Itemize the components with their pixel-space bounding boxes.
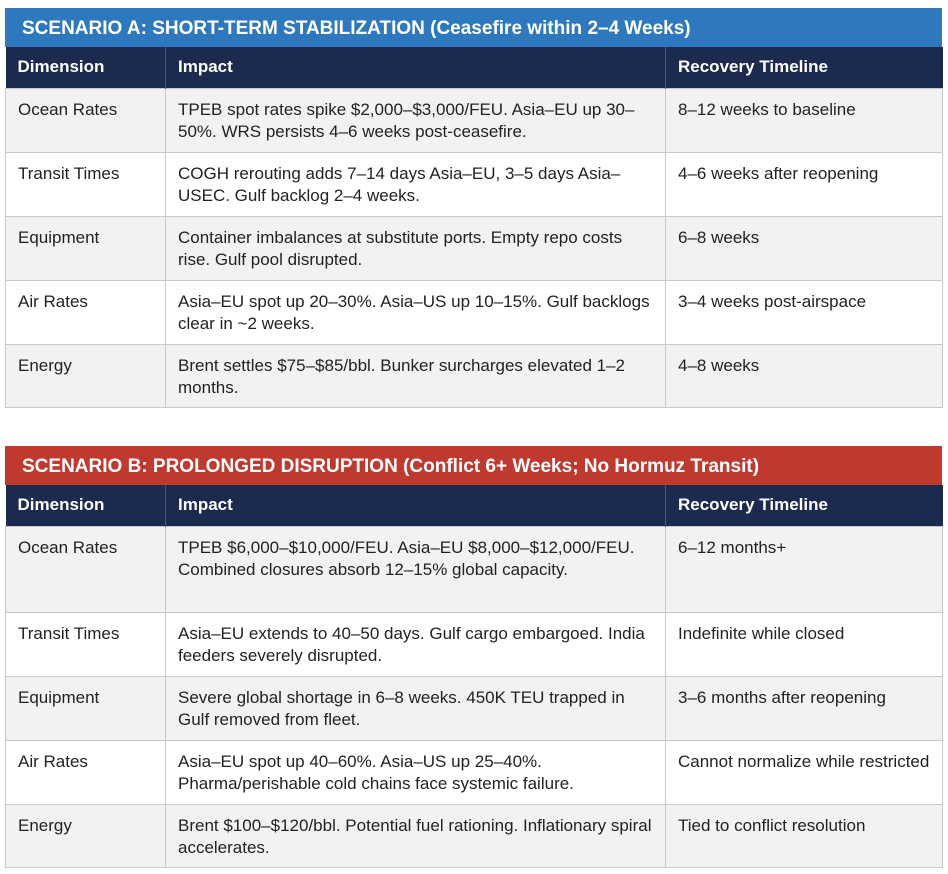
recovery-cell: 8–12 weeks to baseline (666, 88, 943, 152)
dimension-cell: Ocean Rates (6, 88, 166, 152)
table-header-row (6, 485, 943, 526)
table-row (6, 152, 943, 216)
table-row (6, 676, 943, 740)
dimension-cell: Energy (6, 344, 166, 407)
scenario-a-section (5, 8, 942, 408)
column-header-dimension: Dimension (6, 485, 166, 526)
recovery-cell: 4–6 weeks after reopening (666, 152, 943, 216)
recovery-cell: 4–8 weeks (666, 344, 943, 407)
recovery-cell: 6–8 weeks (666, 216, 943, 280)
impact-cell: TPEB spot rates spike $2,000–$3,000/FEU. Asia–EU up 30–50%. WRS persists 4–6 weeks post-ceasefire. (166, 88, 666, 152)
dimension-cell: Transit Times (6, 612, 166, 676)
table-row (6, 612, 943, 676)
impact-cell: COGH rerouting adds 7–14 days Asia–EU, 3–5 days Asia–USEC. Gulf backlog 2–4 weeks. (166, 152, 666, 216)
table-row (6, 740, 943, 804)
recovery-cell: 3–4 weeks post-airspace (666, 280, 943, 344)
table-row (6, 804, 943, 867)
dimension-cell: Energy (6, 804, 166, 867)
impact-cell: Brent settles $75–$85/bbl. Bunker surcharges elevated 1–2 months. (166, 344, 666, 407)
impact-cell: Container imbalances at substitute ports. Empty repo costs rise. Gulf pool disrupted. (166, 216, 666, 280)
impact-cell: TPEB $6,000–$10,000/FEU. Asia–EU $8,000–$12,000/FEU. Combined closures absorb 12–15% global capacity. (166, 526, 666, 612)
impact-cell: Asia–EU extends to 40–50 days. Gulf cargo embargoed. India feeders severely disrupted. (166, 612, 666, 676)
recovery-cell: Cannot normalize while restricted (666, 740, 943, 804)
table-row (6, 88, 943, 152)
dimension-cell: Equipment (6, 676, 166, 740)
dimension-cell: Air Rates (6, 740, 166, 804)
table-row (6, 280, 943, 344)
column-header-recovery: Recovery Timeline (666, 47, 943, 88)
impact-cell: Asia–EU spot up 40–60%. Asia–US up 25–40%. Pharma/perishable cold chains face systemic failure. (166, 740, 666, 804)
dimension-cell: Transit Times (6, 152, 166, 216)
impact-cell: Brent $100–$120/bbl. Potential fuel rationing. Inflationary spiral accelerates. (166, 804, 666, 867)
column-header-dimension: Dimension (6, 47, 166, 88)
dimension-cell: Air Rates (6, 280, 166, 344)
scenario-b-table (5, 485, 943, 868)
scenario-a-table (5, 47, 943, 408)
dimension-cell: Ocean Rates (6, 526, 166, 612)
recovery-cell: Tied to conflict resolution (666, 804, 943, 867)
table-header-row (6, 47, 943, 88)
column-header-impact: Impact (166, 47, 666, 88)
table-row (6, 344, 943, 407)
scenario-a-title: SCENARIO A: SHORT-TERM STABILIZATION (Ceasefire within 2–4 Weeks) (5, 8, 942, 47)
scenario-b-title: SCENARIO B: PROLONGED DISRUPTION (Conflict 6+ Weeks; No Hormuz Transit) (5, 446, 942, 485)
impact-cell: Severe global shortage in 6–8 weeks. 450K TEU trapped in Gulf removed from fleet. (166, 676, 666, 740)
dimension-cell: Equipment (6, 216, 166, 280)
recovery-cell: 6–12 months+ (666, 526, 943, 612)
recovery-cell: Indefinite while closed (666, 612, 943, 676)
column-header-impact: Impact (166, 485, 666, 526)
table-row (6, 526, 943, 612)
impact-cell: Asia–EU spot up 20–30%. Asia–US up 10–15%. Gulf backlogs clear in ~2 weeks. (166, 280, 666, 344)
recovery-cell: 3–6 months after reopening (666, 676, 943, 740)
table-row (6, 216, 943, 280)
column-header-recovery: Recovery Timeline (666, 485, 943, 526)
scenario-b-section (5, 446, 942, 868)
